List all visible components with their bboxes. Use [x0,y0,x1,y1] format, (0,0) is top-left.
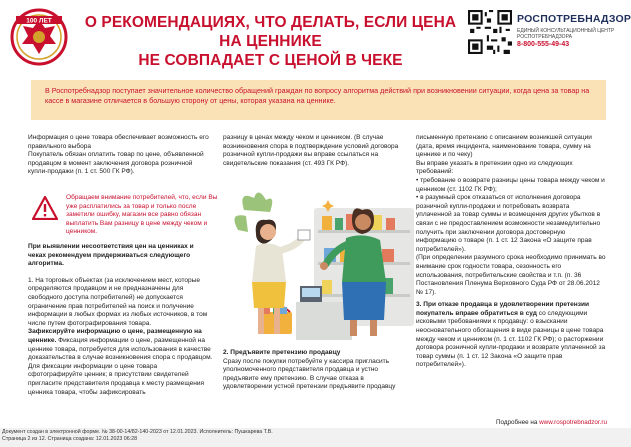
col3-paragraph: (При определении разумного срока необходимо принимать во внимание срок годности товара, сезонность его использования, потребительские свойства и т.п. (п. 36 Постановления Пленума Верховного Суда РФ от 28.06.2012 № 17). [416,254,606,296]
warning-text: Обращаем внимание потребителей, что, если Вы уже расплатились за товар и только после заметили ошибку, магазин все равно обязан выплатить Вам разницу в цене между чеком и ценником. [66,194,218,236]
title-line-2: НЕ СОВПАДАЕТ С ЦЕНОЙ В ЧЕКЕ [138,52,403,69]
requirement-item: • в разумный срок отказаться от исполнения договора розничной купли-продажи и потребовать возврата уплаченной за товар суммы и возмещения других убытков в связи с не предоставлением возможности незамедлительно получить при заключении договора достоверную информацию о товаре (п. 1 ст. 12 Закона «О защите прав потребителей»). [416,194,601,253]
algorithm-intro: При выявлении несоответствия цен на ценниках и чеках рекомендуем придерживаться следующего алгоритма. [28,243,194,268]
website-link[interactable]: www.rospotrebnadzor.ru [539,419,607,426]
brand-subtitle [517,28,629,40]
column-1 [28,134,213,177]
intro-banner: В Роспотребнадзор поступает значительное количество обращений граждан по вопросу алгоритма действий при возникновении ситуации, когда цена за товар на кассе в магазине отличается в большую сторону от цены, которая указана на ценнике. [31,80,606,120]
shopping-illustration [218,190,423,340]
warning-triangle-icon [32,196,58,220]
brand-subtitle-line-1: ЕДИНЫЙ КОНСУЛЬТАЦИОННЫЙ ЦЕНТР [517,28,615,34]
column-3 [416,134,606,370]
col3-paragraph: письменную претензию с описанием возникшей ситуации (дата, время инцидента, наименование товара, сумму на ценнике и по чеку) [416,134,592,159]
svg-text:100 ЛЕТ: 100 ЛЕТ [26,17,52,25]
step-1-bold: Зафиксируйте информацию о цене, размещенную на ценнике. [28,328,202,344]
requirement-item: • требование о возврате разницы цены товара между чеком и ценником (ст. 1102 ГК РФ); [416,176,605,193]
step-1-detail: Фиксация информации о цене, размещенной на ценнике товара, потребуется для использования в качестве доказательства в случае возникновения спора с продавцом. Для фиксации информации о цене товара сфотографируйте ценник; в присутствии свидетелей пригласите представителя продавца к месту размещения ценника товара, чтобы зафиксировать [28,336,213,396]
step-1-text: 1. На торговых объектах (за исключением мест, которые определяются продавцом и не предназначены для свободного доступа потребителей) не допускается ограничение прав потребителей на поиск и получение информации в любых формах из любых источников, в том числе путем фотографирования товара. [28,276,208,327]
brand-subtitle-line-2: РОСПОТРЕБНАДЗОРА [517,34,572,40]
col3-paragraph: Вы вправе указать в претензии одно из следующих требований: [416,159,573,176]
hotline-phone[interactable]: 8-800-555-49-43 [517,41,570,48]
warning-note [30,194,220,234]
step-3-text: со следующими исковыми требованиями к продавцу: о взыскании неосновательного обогащения в виде разницы в цене товара между чеком и ценником (п. 1 ст. 1102 ГК РФ); о расторжении договора розничной купли-продажи и возврате уплаченной за товар суммы (п. 1 ст. 12 Закона «О защите прав потребителей»). [416,309,606,369]
stamp-line-1: Документ создан в электронной форме. № 38-00-14/82-140-2023 от 12.01.2023. Исполнитель: Пушкарева Т.В. [2,429,273,435]
qr-code-icon[interactable] [468,10,512,54]
footer-link [496,419,607,426]
step-2-text: Сразу после покупки потребуйте у кассира пригласить уполномоченного представителя продавца и устно предъявите ему претензию. В случае отказа в удовлетворении устной претензии предъявите продавцу [223,357,396,391]
rospotrebnadzor-emblem-icon [10,8,68,66]
document-stamp [2,429,273,443]
page-title [78,13,463,70]
step-3-bold: 3. При отказе продавца в удовлетворении претензии покупатель вправе обратиться в суд [416,301,590,317]
column-1-lower [28,243,213,397]
title-line-1: О РЕКОМЕНДАЦИЯХ, ЧТО ДЕЛАТЬ, ЕСЛИ ЦЕНА НА ЦЕННИКЕ [84,14,457,50]
column-2 [223,134,409,168]
brand-block [517,13,629,48]
col1-paragraph: Покупатель обязан оплатить товар по цене, объявленной продавцом в момент заключения договора розничной купли-продажи (п. 1 ст. 500 ГК РФ). [28,151,204,176]
column-2-lower [223,349,409,392]
col2-paragraph: разницу в ценах между чеком и ценником. (В случае возникновения спора в подтверждение условий договора розничной купли-продажи вы вправе ссылаться на свидетельские показания (ст. 493 ГК РФ). [223,134,399,167]
brand-name: РОСПОТРЕБНАДЗОР [517,13,631,25]
stamp-line-2: Страница 2 из 12. Страница создана: 12.01.2023 06:28 [2,436,138,442]
step-2-heading: 2. Предъявите претензию продавцу [223,349,341,356]
col1-paragraph: Информация о цене товара обеспечивает возможность его правильного выбора [28,134,209,150]
footer-link-prefix: Подробнее на [495,419,538,426]
